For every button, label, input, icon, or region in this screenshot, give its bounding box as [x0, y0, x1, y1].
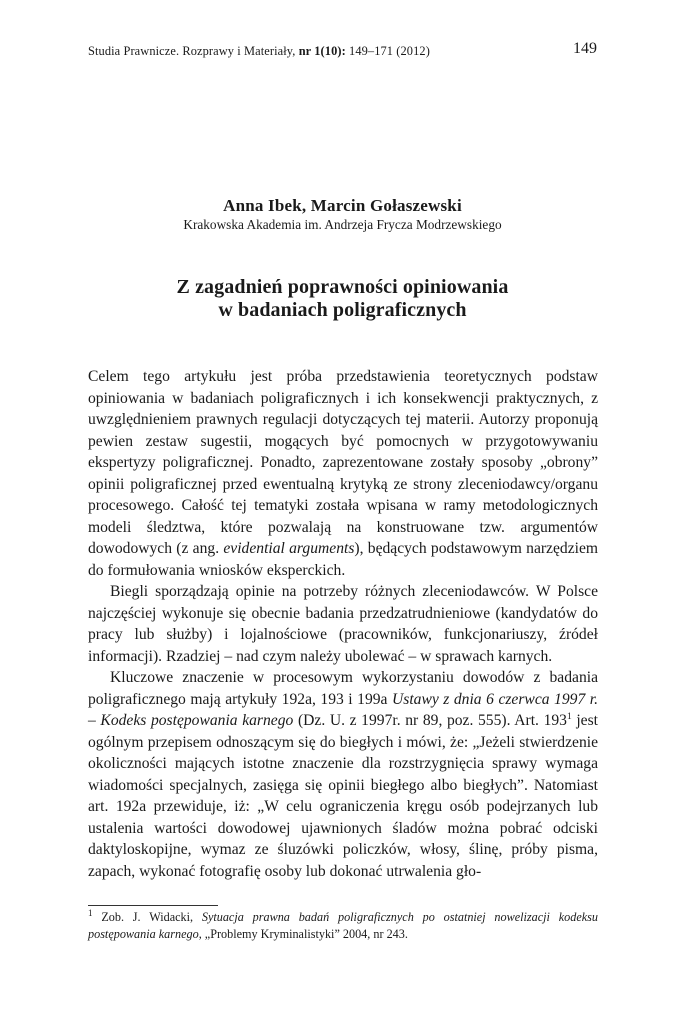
paragraph-3 [88, 667, 598, 882]
footnote-divider [88, 905, 218, 906]
footnote-reference[interactable]: 1 [566, 711, 572, 722]
paragraph-1-text-b: ), będących podstawowym narzędziem do formułowania wniosków eksperckich. [88, 540, 598, 579]
footnote-text-a: Zob. J. Widacki, [92, 910, 202, 924]
paragraph-1 [88, 366, 598, 581]
title-line-2: w badaniach poligraficznych [218, 299, 467, 321]
journal-citation [88, 44, 430, 59]
footnote [88, 909, 598, 942]
footnote-number: 1 [88, 907, 93, 918]
article-authors: Anna Ibek, Marcin Gołaszewski [223, 196, 462, 215]
paragraph-3-text-c: jest ogólnym przepisem odnoszącym się do biegłych i mówi, że: „Jeżeli stwierdzenie okoliczności mających istotne znaczenie dla rozstrzygnięcia sprawy wymaga wiadomości specjalnych, zasięga się opinii biegłego albo biegłych”. Natomiast art. 192a przewiduje, iż: „W celu ograniczenia kręgu osób podejrzanych lub ustalenia wartości dowodowej ujawnionych śladów można pobrać odciski daktyloskopijne, wymaz ze śluzówki policzków, włosy, ślinę, próby pisma, zapach, wykonać fotografię osoby lub dokonać utrwalenia gło- [88, 712, 598, 880]
journal-issue: nr 1(10): [298, 44, 346, 58]
paragraph-1-italic: evidential arguments [223, 540, 355, 557]
paragraph-3-italic: Ustawy z dnia 6 czerwca 1997 r. – Kodeks postępowania karnego [88, 690, 598, 729]
running-header [88, 40, 597, 62]
footnote-text-b: , „Problemy Kryminalistyki” 2004, nr 243. [198, 926, 408, 941]
footnote-italic: Sytuacja prawna badań poligraficznych po ostatniej nowelizacji kodeksu postępowania karnego [88, 910, 599, 941]
paragraph-3-text-a: Kluczowe znaczenie w procesowym wykorzystaniu dowodów z badania poligraficznego mają artykuły 192a, 193 i 199a [88, 669, 598, 708]
article-title [0, 276, 685, 322]
article-body [88, 366, 598, 882]
journal-pages-year: 149–171 (2012) [345, 44, 430, 58]
page-number: 149 [573, 40, 597, 57]
journal-name: Studia Prawnicze. Rozprawy i Materiały, [88, 44, 299, 58]
paragraph-1-text-a: Celem tego artykułu jest próba przedstawienia teoretycznych podstaw opiniowania w badaniach poligraficznych i ich konsekwencji praktycznych, z uwzględnieniem prawnych regulacji dotyczących tej materii. Autorzy proponują pewien zestaw sugestii, mogących być pomocnych w przygotowywaniu ekspertyzy poligraficznej. Ponadto, zaprezentowane zostały sposoby „obrony” opinii poligraficznej przed ewentualną krytyką ze strony zleceniodawcy/organu procesowego. Całość tej tematyki została wpisana w ramy metodologicznych modeli śledztwa, które pozwalają na konstruowane tzw. argumentów dowodowych (z ang. [88, 368, 598, 557]
paragraph-3-text-b: (Dz. U. z 1997r. nr 89, poz. 555). Art. 193 [293, 712, 567, 729]
title-line-1: Z zagadnień poprawności opiniowania [176, 276, 509, 298]
author-affiliation: Krakowska Akademia im. Andrzeja Frycza Modrzewskiego [183, 217, 502, 232]
paragraph-2: Biegli sporządzają opinie na potrzeby różnych zleceniodawców. W Polsce najczęściej wykonuje się obecnie badania przedzatrudnieniowe (kandydatów do pracy lub służby) i lojalnościowe (pracowników, funkcjonariuszy, źródeł informacji). Rzadziej – nad czym należy ubolewać – w sprawach karnych. [88, 583, 598, 665]
